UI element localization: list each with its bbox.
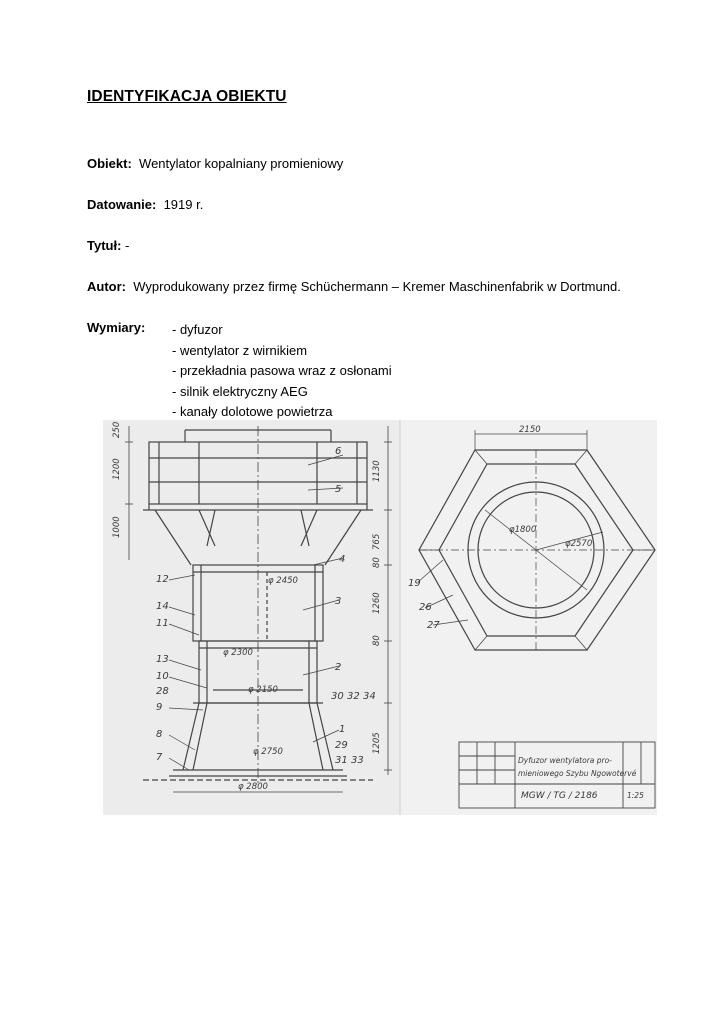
dim-label: 1130 <box>372 460 382 482</box>
wymiary-label: Wymiary: <box>87 320 146 335</box>
part-number: 7 <box>156 752 163 763</box>
part-number: 8 <box>156 729 163 740</box>
part-number: 29 <box>335 740 348 751</box>
field-wymiary <box>87 320 145 335</box>
wymiary-item: - wentylator z wirnikiem <box>172 342 308 358</box>
part-number: 3 <box>335 596 342 607</box>
diameter-label: φ 2750 <box>253 747 283 757</box>
title-block-desc: Dyfuzor wentylatora pro- <box>518 756 612 765</box>
technical-drawing <box>103 420 657 815</box>
wymiary-item: - silnik elektryczny AEG <box>172 383 308 399</box>
wymiary-item: - przekładnia pasowa wraz z osłonami <box>172 363 392 378</box>
datowanie-value: 1919 r. <box>163 197 204 212</box>
part-number: 34 <box>363 691 376 702</box>
title-block-number: MGW / TG / 2186 <box>521 791 598 801</box>
part-number: 2 <box>335 662 342 673</box>
dim-label: 1205 <box>372 732 382 754</box>
part-number: 4 <box>339 554 346 565</box>
wymiary-item: - kanały dolotowe powietrza <box>172 404 333 419</box>
diameter-label: φ 2450 <box>268 576 298 586</box>
part-number: 19 <box>408 578 421 589</box>
field-datowanie <box>87 197 203 212</box>
diameter-label: φ 2150 <box>248 685 278 695</box>
part-number: 9 <box>156 702 163 713</box>
part-number: 33 <box>351 755 364 766</box>
part-number: 6 <box>335 446 342 457</box>
field-autor <box>87 279 621 294</box>
autor-label: Autor: <box>87 279 126 294</box>
field-tytul <box>87 238 129 253</box>
obiekt-label: Obiekt: <box>87 156 132 171</box>
dim-label: 1260 <box>372 592 382 614</box>
diameter-label: φ 2800 <box>238 782 268 792</box>
dim-label: 80 <box>372 635 382 646</box>
title-block-desc: mieniowego Szybu Ngowotervé <box>518 769 637 778</box>
technical-drawing-svg <box>103 420 657 815</box>
title-block-scale: 1:25 <box>627 791 644 800</box>
dim-label: 80 <box>372 557 382 568</box>
part-number: 1 <box>339 724 346 735</box>
wymiary-list <box>172 320 392 423</box>
part-number: 11 <box>156 618 169 629</box>
part-number: 26 <box>419 602 432 613</box>
datowanie-label: Datowanie: <box>87 197 157 212</box>
diameter-label: φ 2300 <box>223 648 253 658</box>
dim-label: 2150 <box>519 425 541 435</box>
part-number: 30 <box>331 691 344 702</box>
part-number: 31 <box>335 755 348 766</box>
tytul-label: Tytuł: <box>87 238 122 253</box>
part-number: 14 <box>156 601 169 612</box>
dim-label: φ2570 <box>565 539 593 549</box>
dim-label: 765 <box>372 533 382 550</box>
page-title: IDENTYFIKACJA OBIEKTU <box>87 88 287 105</box>
obiekt-value: Wentylator kopalniany promieniowy <box>139 156 344 171</box>
wymiary-item: - dyfuzor <box>172 322 223 337</box>
dim-label: 1000 <box>112 516 122 538</box>
dim-label: 250 <box>112 421 122 438</box>
part-number: 32 <box>347 691 360 702</box>
part-number: 28 <box>156 686 169 697</box>
field-obiekt <box>87 156 343 171</box>
part-number: 27 <box>427 620 440 631</box>
dim-label: 1200 <box>112 458 122 480</box>
dim-label: φ1800 <box>509 525 537 535</box>
part-number: 13 <box>156 654 169 665</box>
tytul-value: - <box>125 238 130 253</box>
part-number: 5 <box>335 484 342 495</box>
part-number: 10 <box>156 671 169 682</box>
autor-value: Wyprodukowany przez firmę Schüchermann – Kremer Maschinenfabrik w Dortmund. <box>133 279 621 294</box>
part-number: 12 <box>156 574 169 585</box>
